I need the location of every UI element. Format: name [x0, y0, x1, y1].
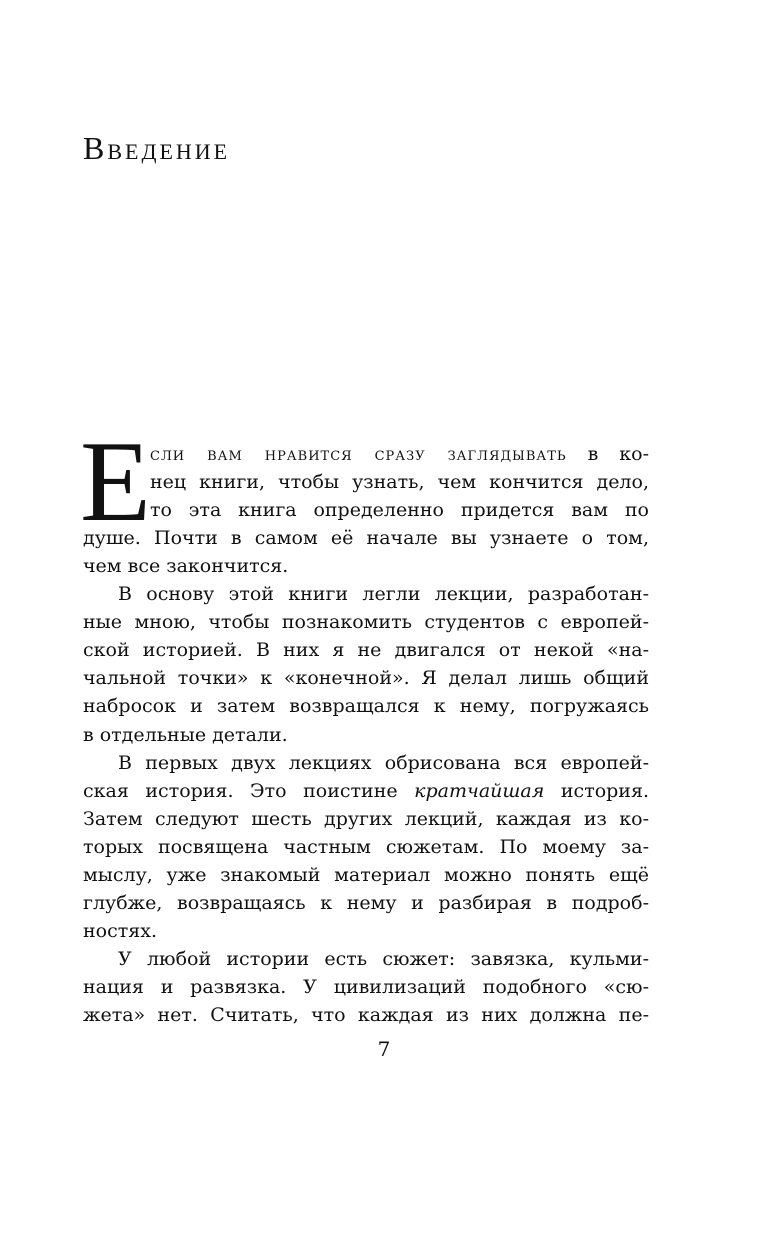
- paragraph-4-line-3: жета» нет. Считать, что каждая из них должна пе-: [83, 1004, 649, 1026]
- paragraph-2-line-5: набросок и затем возвращался к нему, погружаясь: [83, 695, 649, 717]
- paragraph-3-line-5: мыслу, уже знакомый материал можно понять ещё: [83, 864, 649, 886]
- paragraph-1-line-1: [150, 439, 649, 469]
- opening-rest: в ко-: [566, 443, 649, 465]
- paragraph-3-line-7: ностях.: [83, 920, 157, 942]
- paragraph-2-line-2: ные мною, чтобы познакомить студентов с европей-: [83, 611, 649, 633]
- paragraph-3-line-3: Затем следуют шесть других лекций, каждая из ко-: [83, 808, 649, 830]
- line-text-before: ская история. Это поистине: [83, 780, 415, 802]
- paragraph-2-line-6: в отдельные детали.: [83, 724, 288, 746]
- chapter-title: Введение: [83, 130, 231, 166]
- paragraph-3-line-6: глубже, возвращаясь к нему и разбирая в подроб-: [83, 892, 649, 914]
- opening-small-caps: сли вам нравится сразу заглядывать: [150, 443, 567, 465]
- page-number: 7: [377, 1037, 391, 1061]
- paragraph-3-line-4: торых посвящена частным сюжетам. По моему за-: [83, 836, 649, 858]
- paragraph-1-line-2: нец книги, чтобы узнать, чем кончится дело,: [150, 471, 649, 493]
- paragraph-4-line-2: нация и развязка. У цивилизаций подобного «сю-: [83, 976, 649, 998]
- paragraph-1-line-5: чем все закончится.: [83, 555, 289, 577]
- paragraph-3-line-1: В первых двух лекциях обрисована вся европей-: [118, 752, 649, 774]
- paragraph-2-line-4: чальной точки» к «конечной». Я делал лишь общий: [83, 667, 649, 689]
- line-text-after: история.: [544, 780, 649, 802]
- drop-cap: Е: [80, 418, 151, 546]
- paragraph-2-line-3: ской историей. В них я не двигался от некой «на-: [83, 639, 649, 661]
- paragraph-4-line-1: У любой истории есть сюжет: завязка, кульми-: [118, 948, 649, 970]
- paragraph-1-line-3: то эта книга определенно придется вам по: [150, 499, 649, 521]
- paragraph-1-line-4: душе. Почти в самом её начале вы узнаете о том,: [83, 527, 649, 549]
- paragraph-2-line-1: В основу этой книги легли лекции, разработан-: [118, 583, 649, 605]
- emphasis-kratchaishaya: кратчайшая: [414, 780, 545, 802]
- paragraph-3-line-2: [83, 776, 649, 806]
